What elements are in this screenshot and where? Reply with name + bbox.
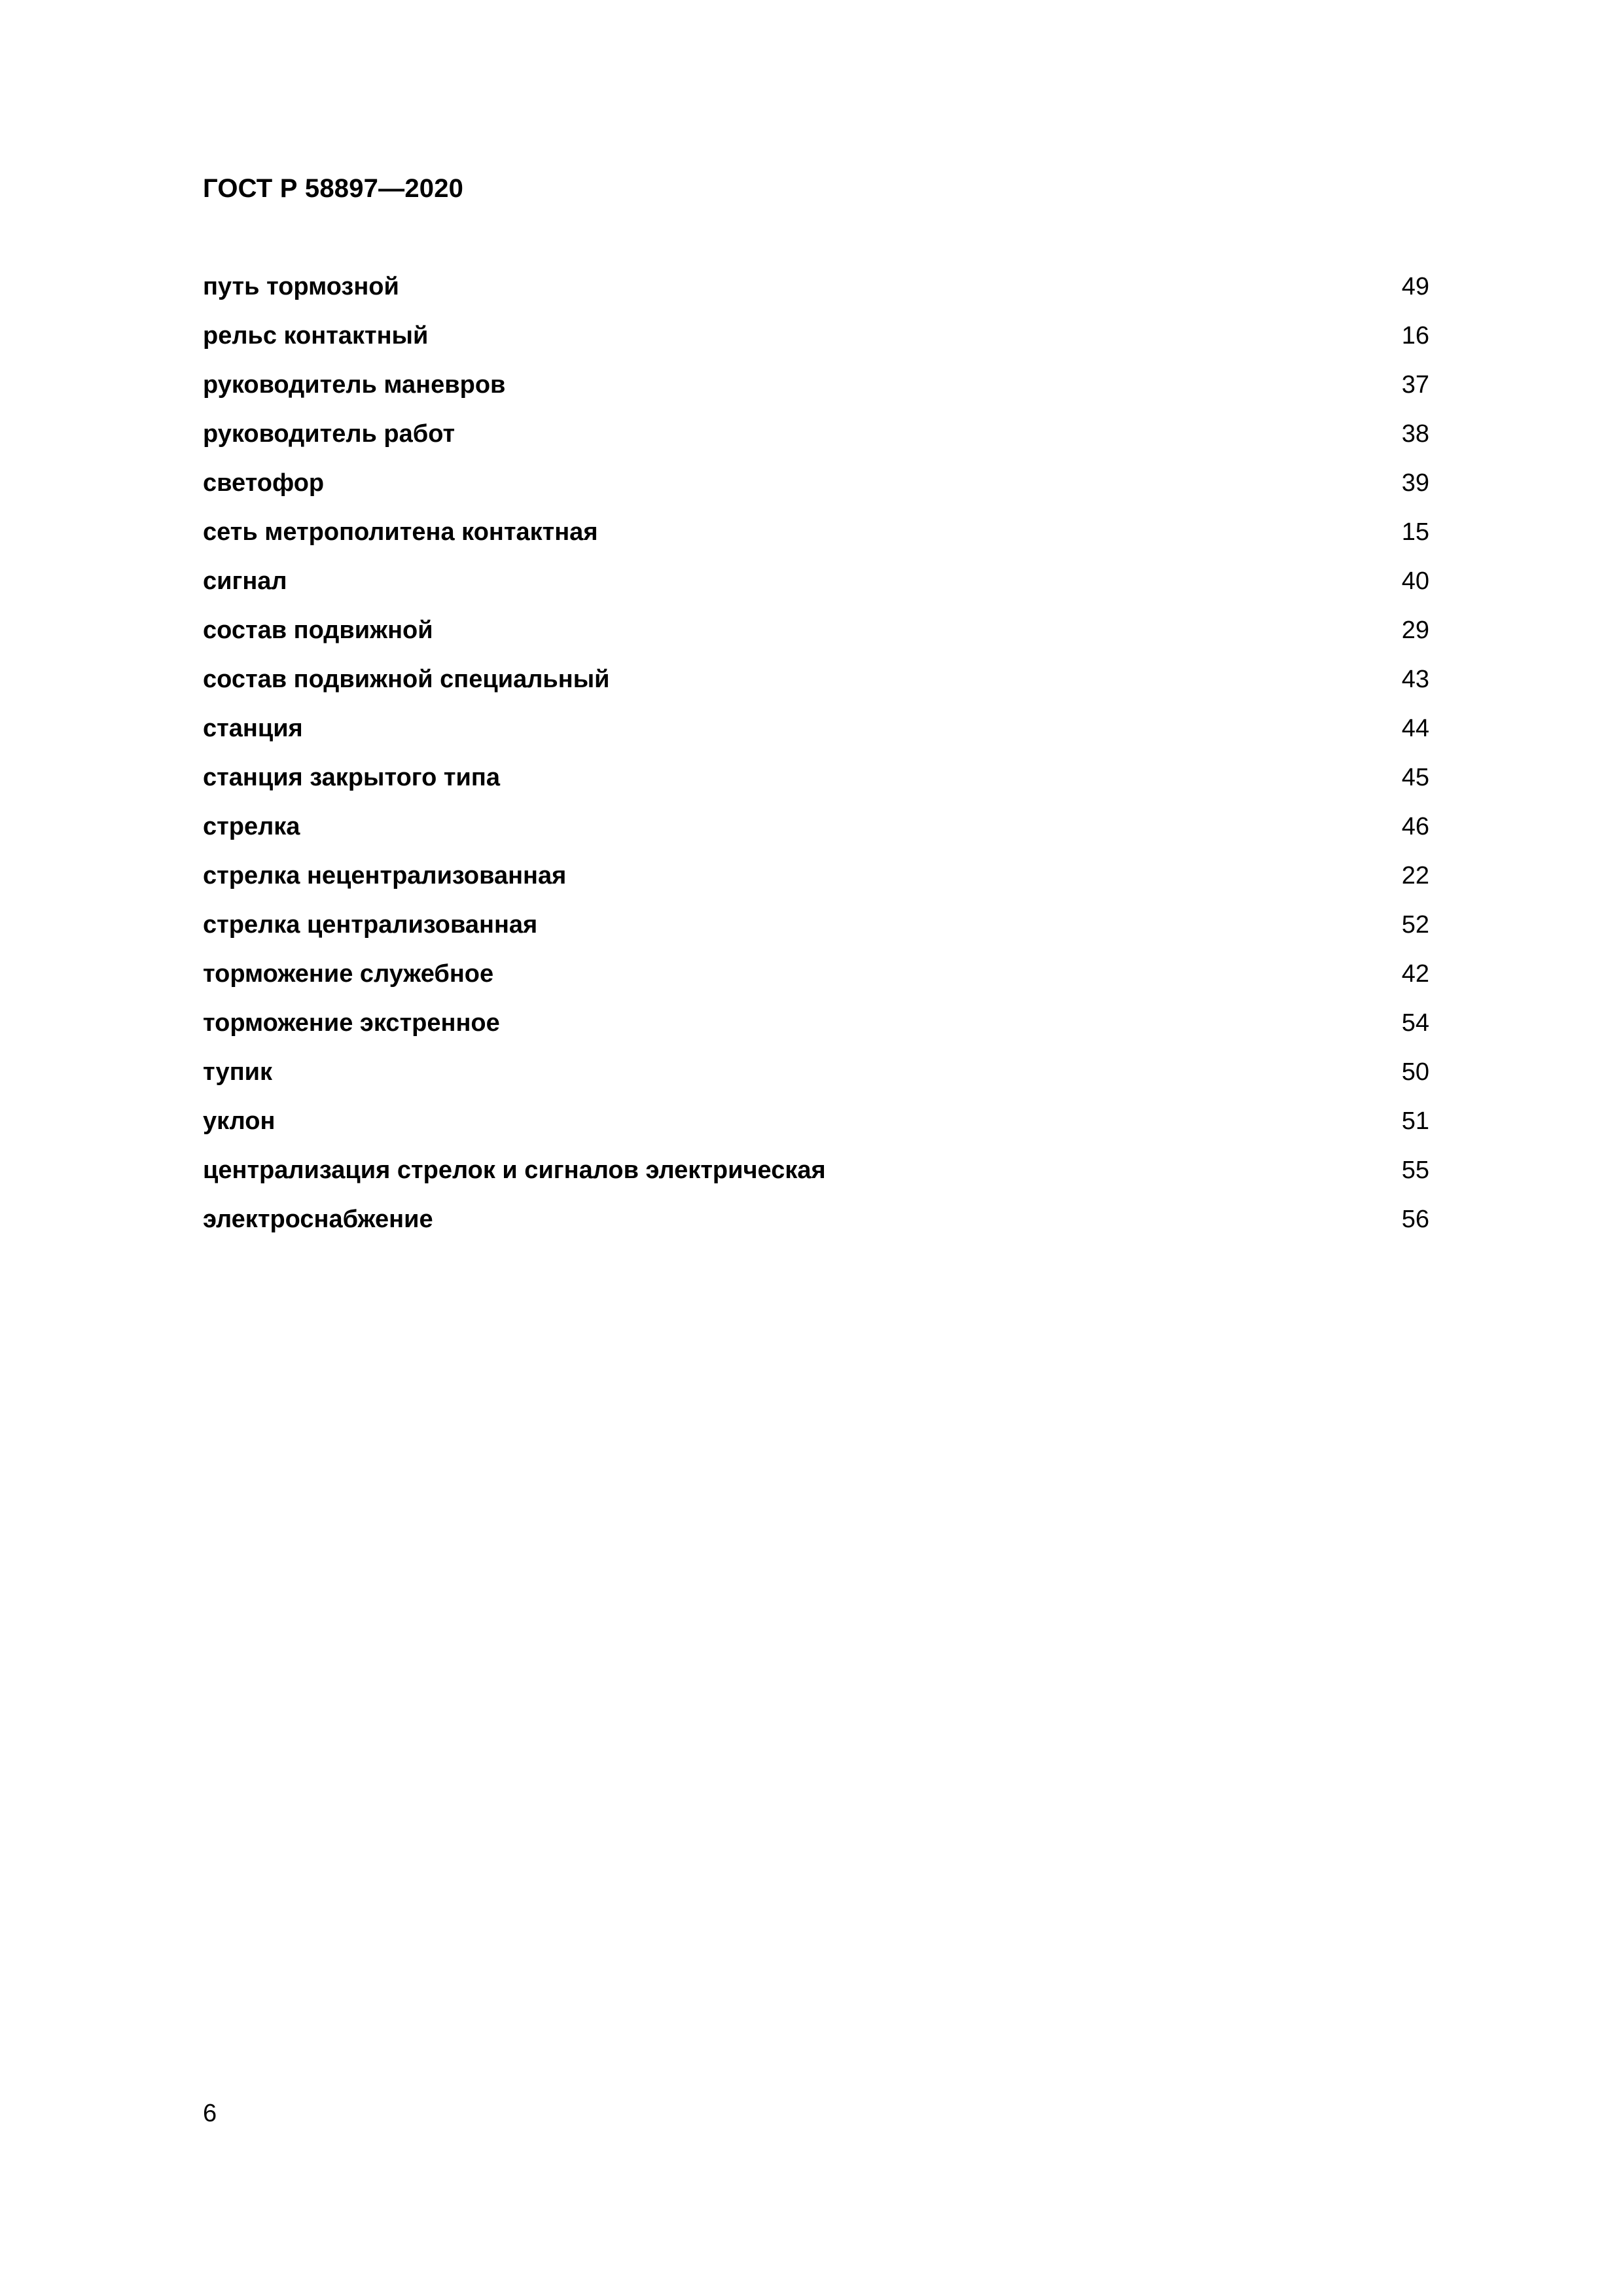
index-entry [203, 802, 1429, 851]
index-page-ref: 51 [1401, 1107, 1429, 1135]
index-page-ref: 40 [1401, 567, 1429, 595]
index-entry [203, 1194, 1429, 1244]
index-term: торможение экстренное [203, 1009, 500, 1037]
index-page-ref: 43 [1401, 665, 1429, 693]
index-term: стрелка нецентрализованная [203, 861, 567, 889]
index-entry [203, 998, 1429, 1047]
index-page-ref: 54 [1401, 1009, 1429, 1037]
index-entry [203, 605, 1429, 655]
index-page-ref: 45 [1401, 763, 1429, 791]
index-page-ref: 29 [1401, 616, 1429, 644]
index-term: стрелка централизованная [203, 910, 538, 939]
index-entry [203, 1047, 1429, 1096]
index-term: состав подвижной [203, 616, 433, 644]
index-term: руководитель работ [203, 420, 455, 448]
index-term: руководитель маневров [203, 370, 506, 399]
index-page-ref: 52 [1401, 910, 1429, 939]
index-entry [203, 851, 1429, 900]
index-entry [203, 507, 1429, 556]
index-entry [203, 1096, 1429, 1145]
index-page-ref: 49 [1401, 272, 1429, 300]
index-entry [203, 949, 1429, 998]
index-page-ref: 22 [1401, 861, 1429, 889]
index-term: рельс контактный [203, 321, 429, 350]
index-page-ref: 42 [1401, 960, 1429, 988]
page-number: 6 [203, 2100, 217, 2127]
index-term: станция [203, 714, 303, 742]
index-page-ref: 55 [1401, 1156, 1429, 1184]
index-term: светофор [203, 469, 325, 497]
index-entry [203, 262, 1429, 311]
index-page-ref: 38 [1401, 420, 1429, 448]
index-term: электроснабжение [203, 1205, 433, 1233]
index-entry [203, 311, 1429, 360]
index-term: сеть метрополитена контактная [203, 518, 598, 546]
index-page-ref: 50 [1401, 1058, 1429, 1086]
index-page-ref: 37 [1401, 370, 1429, 399]
index-term: стрелка [203, 812, 300, 840]
index-page-ref: 16 [1401, 321, 1429, 350]
index-entry [203, 556, 1429, 605]
index-term: путь тормозной [203, 272, 399, 300]
index-entry [203, 458, 1429, 507]
index-entry [203, 900, 1429, 949]
index-page-ref: 44 [1401, 714, 1429, 742]
index-term: уклон [203, 1107, 276, 1135]
index-entry [203, 1145, 1429, 1194]
index-entry [203, 655, 1429, 704]
index-term: состав подвижной специальный [203, 665, 610, 693]
alphabetical-index [203, 262, 1429, 1244]
index-term: сигнал [203, 567, 287, 595]
index-term: торможение служебное [203, 960, 494, 988]
index-page-ref: 56 [1401, 1205, 1429, 1233]
index-term: централизация стрелок и сигналов электрическая [203, 1156, 826, 1184]
index-term: тупик [203, 1058, 273, 1086]
index-page-ref: 39 [1401, 469, 1429, 497]
index-term: станция закрытого типа [203, 763, 500, 791]
index-entry [203, 360, 1429, 409]
index-page-ref: 15 [1401, 518, 1429, 546]
index-entry [203, 409, 1429, 458]
index-page-ref: 46 [1401, 812, 1429, 840]
document-header: ГОСТ Р 58897—2020 [203, 174, 464, 203]
index-entry [203, 704, 1429, 753]
index-entry [203, 753, 1429, 802]
